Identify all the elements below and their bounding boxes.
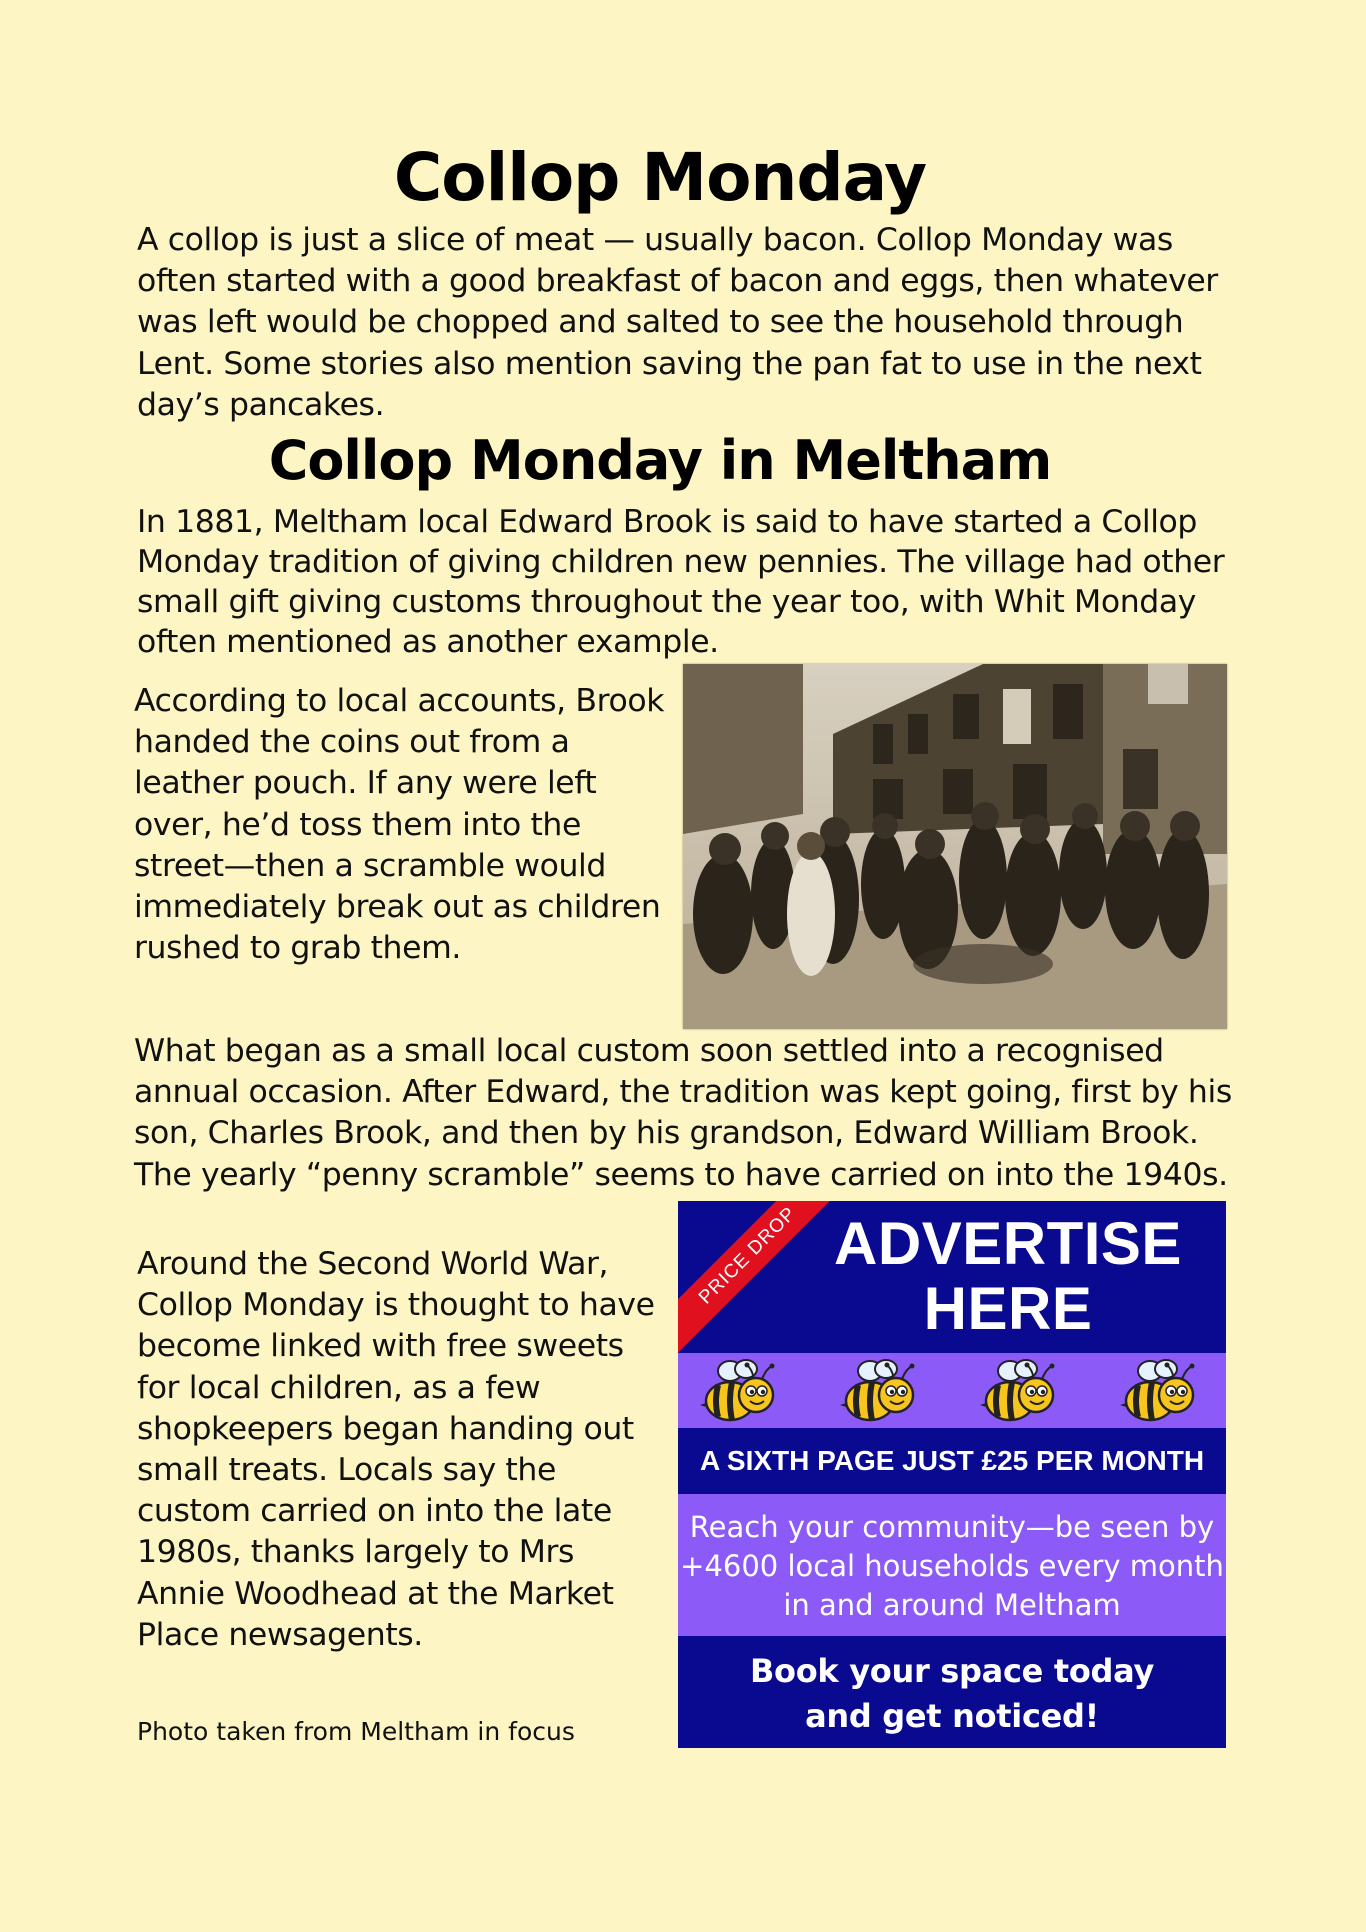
- pouch-paragraph: According to local accounts, Brook handed the coins out from a leather pouch. If any were left over, he’d toss them into the street—then a scramble would immediately break out as children rushed to grab them.: [134, 683, 665, 967]
- tradition-paragraph: What began as a small local custom soon settled into a recognised annual occasion. After Edward, the tradition was kept going, first by his son, Charles Brook, and then by his grandson, Edward William Brook. The yearly “penny scramble” seems to have carried on into the 1940s.: [134, 1033, 1232, 1193]
- penny-scramble-photo: [683, 664, 1227, 1029]
- ad-cta-line-2: and get noticed!: [805, 1697, 1099, 1735]
- sweets-paragraph: Around the Second World War, Collop Monday is thought to have become linked with free sweets for local children, as a few shopkeepers began handing out small treats. Locals say the custom carried on into the late 1980s, thanks largely to Mrs Annie Woodhead at the Market Place newsagents.: [137, 1246, 655, 1653]
- bee-icon: [840, 1359, 920, 1425]
- bee-icon: [1120, 1359, 1200, 1425]
- bee-icon: [700, 1359, 780, 1425]
- ad-body-text: Reach your community—be seen by +4600 local households every month in and around Meltham: [678, 1494, 1226, 1636]
- section-title: Collop Monday in Meltham: [268, 429, 1052, 492]
- ad-header: [678, 1201, 1226, 1353]
- ad-headline-line-1: ADVERTISE: [834, 1210, 1182, 1277]
- ad-price-line: A SIXTH PAGE JUST £25 PER MONTH: [678, 1428, 1226, 1494]
- intro-paragraph: A collop is just a slice of meat — usually bacon. Collop Monday was often started with a good breakfast of bacon and eggs, then whatever was left would be chopped and salted to see the household through Lent. Some stories also mention saving the pan fat to use in the next day’s pancakes.: [137, 222, 1218, 423]
- ad-headline-line-2: HERE: [923, 1275, 1093, 1342]
- bee-row: [678, 1353, 1226, 1428]
- price-drop-ribbon: PRICE DROP: [678, 1201, 853, 1361]
- bee-icon: [980, 1359, 1060, 1425]
- photo-credit: Photo taken from Meltham in focus: [137, 1717, 575, 1746]
- page-title: Collop Monday: [393, 139, 927, 216]
- ad-call-to-action: [678, 1636, 1226, 1748]
- history-paragraph: In 1881, Meltham local Edward Brook is said to have started a Collop Monday tradition of giving children new pennies. The village had other small gift giving customs throughout the year too, with Whit Monday often mentioned as another example.: [137, 504, 1225, 660]
- ad-headline: [808, 1211, 1208, 1341]
- advertise-here-ad: [678, 1201, 1226, 1748]
- ad-cta-line-1: Book your space today: [749, 1652, 1155, 1690]
